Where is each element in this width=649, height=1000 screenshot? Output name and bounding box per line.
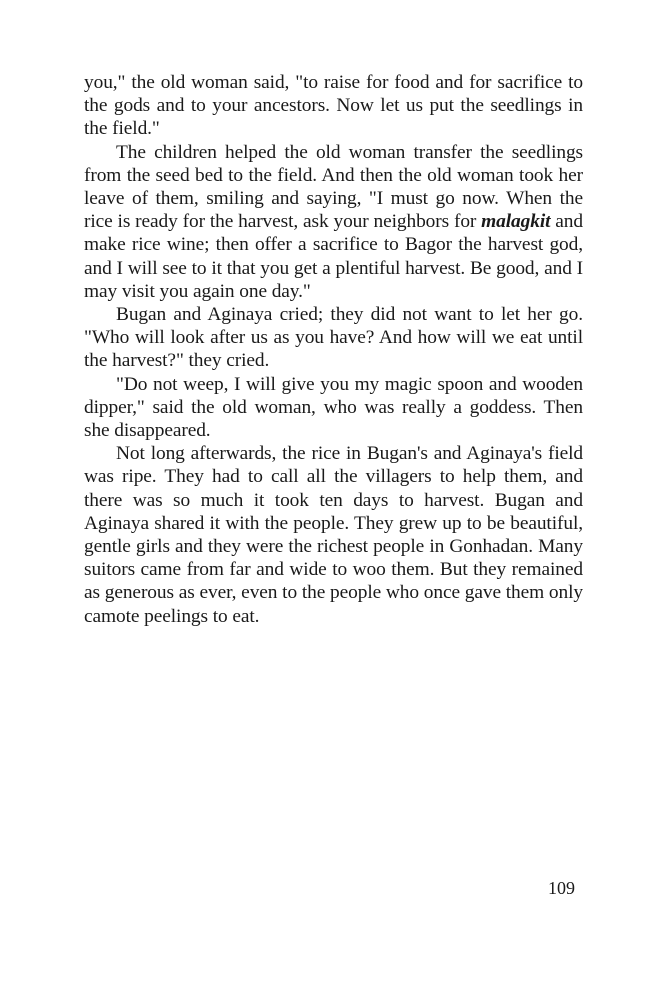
paragraph-1 bbox=[84, 71, 583, 141]
paragraph-4-text: "Do not weep, I will give you my magic spoon and wooden dipper," said the old woman, who was really a goddess. Then she disappeared. bbox=[84, 373, 583, 442]
paragraph-2-text: The children helped the old woman transfer the seedlings from the seed bed to the field. And then the old woman took her leave of them, smiling and saying, "I must go now. When the rice is ready for the harvest, ask your neighbors for bbox=[84, 141, 583, 233]
paragraph-3 bbox=[84, 303, 583, 373]
paragraph-2-text-after: and make rice wine; then offer a sacrifice to Bagor the harvest god, and I will see to it that you get a plentiful harvest. Be good, and I may visit you again one day." bbox=[84, 211, 583, 302]
paragraph-5 bbox=[84, 442, 583, 628]
paragraph-2 bbox=[84, 141, 583, 303]
paragraph-4 bbox=[84, 373, 583, 443]
body-text bbox=[84, 71, 583, 628]
paragraph-5-text: Not long afterwards, the rice in Bugan's and Aginaya's field was ripe. They had to call all the villagers to help them, and there was so much it took ten days to harvest. Bugan and Aginaya shared it with the people. They grew up to be beautiful, gentle girls and they were the richest people in Gonhadan. Many suitors came from far and wide to woo them. But they remained as generous as ever, even to the people who once gave them only camote peelings to eat. bbox=[84, 443, 583, 627]
paragraph-1-text: you," the old woman said, "to raise for food and for sacrifice to the gods and to your ancestors. Now let us put the seedlings in the field." bbox=[84, 72, 583, 140]
paragraph-3-text: Bugan and Aginaya cried; they did not want to let her go. "Who will look after us as you have? And how will we eat until the harvest?" they cried. bbox=[84, 304, 583, 372]
malagkit-emphasis: malagkit bbox=[481, 211, 551, 233]
page-number: 109 bbox=[548, 878, 575, 898]
